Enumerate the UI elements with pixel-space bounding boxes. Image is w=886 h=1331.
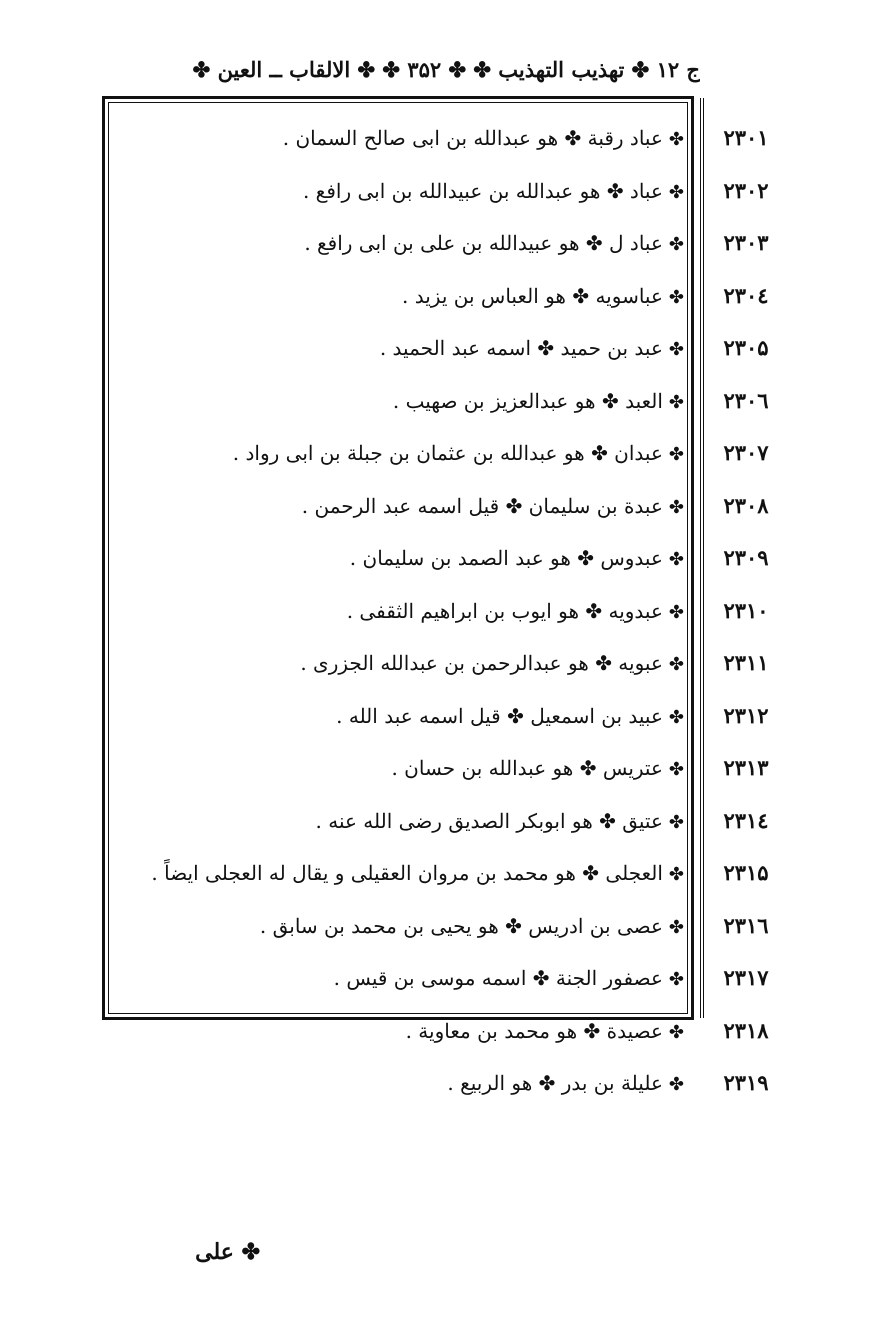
entry-number: ۲۳۱۸ bbox=[723, 1018, 769, 1043]
entry-number: ۲۳۰۵ bbox=[723, 335, 769, 360]
entry-content: عصى بن ادريس ✤ هو يحيى بن محمد بن سابق . bbox=[259, 914, 663, 938]
entry-text bbox=[150, 696, 688, 736]
flower-bullet-icon: ✤ bbox=[668, 707, 684, 728]
entry-number: ۲۳۰۳ bbox=[723, 230, 769, 255]
flower-bullet-icon: ✤ bbox=[668, 549, 684, 570]
entry-content: عبيد بن اسمعيل ✤ قيل اسمه عبد الله . bbox=[336, 704, 663, 728]
entry-content: عبدان ✤ هو عبدالله بن عثمان بن جبلة بن ابى رواد . bbox=[232, 441, 663, 465]
entry-number: ۲۳۱۷ bbox=[723, 965, 769, 990]
entry-number: ۲۳۰۱ bbox=[723, 125, 769, 150]
entry-text bbox=[150, 748, 688, 788]
entry-content: عباد ✤ هو عبدالله بن عبيدالله بن ابى رافع . bbox=[302, 179, 663, 203]
entry-number: ۲۳۰۸ bbox=[723, 493, 769, 518]
entry-content: عتيق ✤ هو ابوبكر الصديق رضى الله عنه . bbox=[315, 809, 663, 833]
entry-text bbox=[150, 643, 688, 683]
entry-text bbox=[150, 1011, 688, 1051]
entry-number: ۲۳۰۹ bbox=[723, 545, 769, 570]
entry-content: عباد رقبة ✤ هو عبدالله بن ابى صالح السمان . bbox=[282, 126, 663, 150]
entry-number: ۲۳۰٤ bbox=[723, 283, 769, 308]
entry-content: عبويه ✤ هو عبدالرحمن بن عبدالله الجزرى . bbox=[300, 651, 663, 675]
page-header: ج ۱۲ ✤ تهذيب التهذيب ✤ ✤ ۳۵۲ ✤ ✤ الالقاب ــ العين ✤ bbox=[192, 57, 700, 82]
entry-text bbox=[150, 171, 688, 211]
flower-bullet-icon: ✤ bbox=[668, 602, 684, 623]
flower-bullet-icon: ✤ bbox=[668, 182, 684, 203]
entry-content: عبد بن حميد ✤ اسمه عبد الحميد . bbox=[379, 336, 663, 360]
entry-number: ۲۳۰٦ bbox=[723, 388, 769, 413]
flower-bullet-icon: ✤ bbox=[668, 234, 684, 255]
entry-content: عصيدة ✤ هو محمد بن معاوية . bbox=[405, 1019, 663, 1043]
entry-number: ۲۳۱٦ bbox=[723, 913, 769, 938]
entry-text bbox=[150, 223, 688, 263]
flower-bullet-icon: ✤ bbox=[668, 969, 684, 990]
flower-bullet-icon: ✤ bbox=[668, 812, 684, 833]
flower-bullet-icon: ✤ bbox=[668, 497, 684, 518]
entry-text bbox=[150, 906, 688, 946]
entry-content: العبد ✤ هو عبدالعزيز بن صهيب . bbox=[392, 389, 663, 413]
entry-content: عتريس ✤ هو عبدالله بن حسان . bbox=[391, 756, 663, 780]
flower-bullet-icon: ✤ bbox=[668, 759, 684, 780]
flower-bullet-icon: ✤ bbox=[668, 1022, 684, 1043]
entry-text bbox=[150, 853, 688, 893]
entry-number: ۲۳۱۹ bbox=[723, 1070, 769, 1095]
entry-text bbox=[150, 801, 688, 841]
entry-text bbox=[150, 538, 688, 578]
entry-number: ۲۳۱۲ bbox=[723, 703, 769, 728]
entry-text bbox=[150, 958, 688, 998]
entry-text bbox=[150, 486, 688, 526]
entry-number: ۲۳۰۲ bbox=[723, 178, 769, 203]
entry-text bbox=[150, 433, 688, 473]
entry-number: ۲۳۱٤ bbox=[723, 808, 769, 833]
flower-bullet-icon: ✤ bbox=[668, 287, 684, 308]
entry-text bbox=[150, 276, 688, 316]
flower-bullet-icon: ✤ bbox=[668, 1074, 684, 1095]
flower-bullet-icon: ✤ bbox=[668, 339, 684, 360]
entry-content: عصفور الجنة ✤ اسمه موسى بن قيس . bbox=[333, 966, 663, 990]
entry-content: عليلة بن بدر ✤ هو الربيع . bbox=[447, 1071, 663, 1095]
entry-content: العجلى ✤ هو محمد بن مروان العقيلى و يقال له العجلى ايضاً . bbox=[151, 861, 663, 885]
flower-bullet-icon: ✤ bbox=[668, 654, 684, 675]
entry-number: ۲۳۱۳ bbox=[723, 755, 769, 780]
entry-text bbox=[150, 381, 688, 421]
entry-content: عبدويه ✤ هو ايوب بن ابراهيم الثقفى . bbox=[346, 599, 663, 623]
entry-content: عبدة بن سليمان ✤ قيل اسمه عبد الرحمن . bbox=[301, 494, 663, 518]
flower-bullet-icon: ✤ bbox=[668, 392, 684, 413]
entry-text bbox=[150, 1063, 688, 1103]
catchword: ✤ على bbox=[195, 1239, 260, 1265]
entry-content: عبدوس ✤ هو عبد الصمد بن سليمان . bbox=[349, 546, 663, 570]
entry-number: ۲۳۱۰ bbox=[723, 598, 769, 623]
entry-content: عباسويه ✤ هو العباس بن يزيد . bbox=[402, 284, 663, 308]
flower-bullet-icon: ✤ bbox=[668, 444, 684, 465]
flower-bullet-icon: ✤ bbox=[668, 917, 684, 938]
entry-content: عباد ل ✤ هو عبيدالله بن على بن ابى رافع . bbox=[304, 231, 663, 255]
entry-number: ۲۳۰۷ bbox=[723, 440, 769, 465]
entry-number: ۲۳۱۱ bbox=[723, 650, 769, 675]
entry-number: ۲۳۱۵ bbox=[723, 860, 769, 885]
flower-bullet-icon: ✤ bbox=[668, 864, 684, 885]
entry-text bbox=[150, 118, 688, 158]
entry-text bbox=[150, 591, 688, 631]
entry-text bbox=[150, 328, 688, 368]
flower-bullet-icon: ✤ bbox=[668, 129, 684, 150]
